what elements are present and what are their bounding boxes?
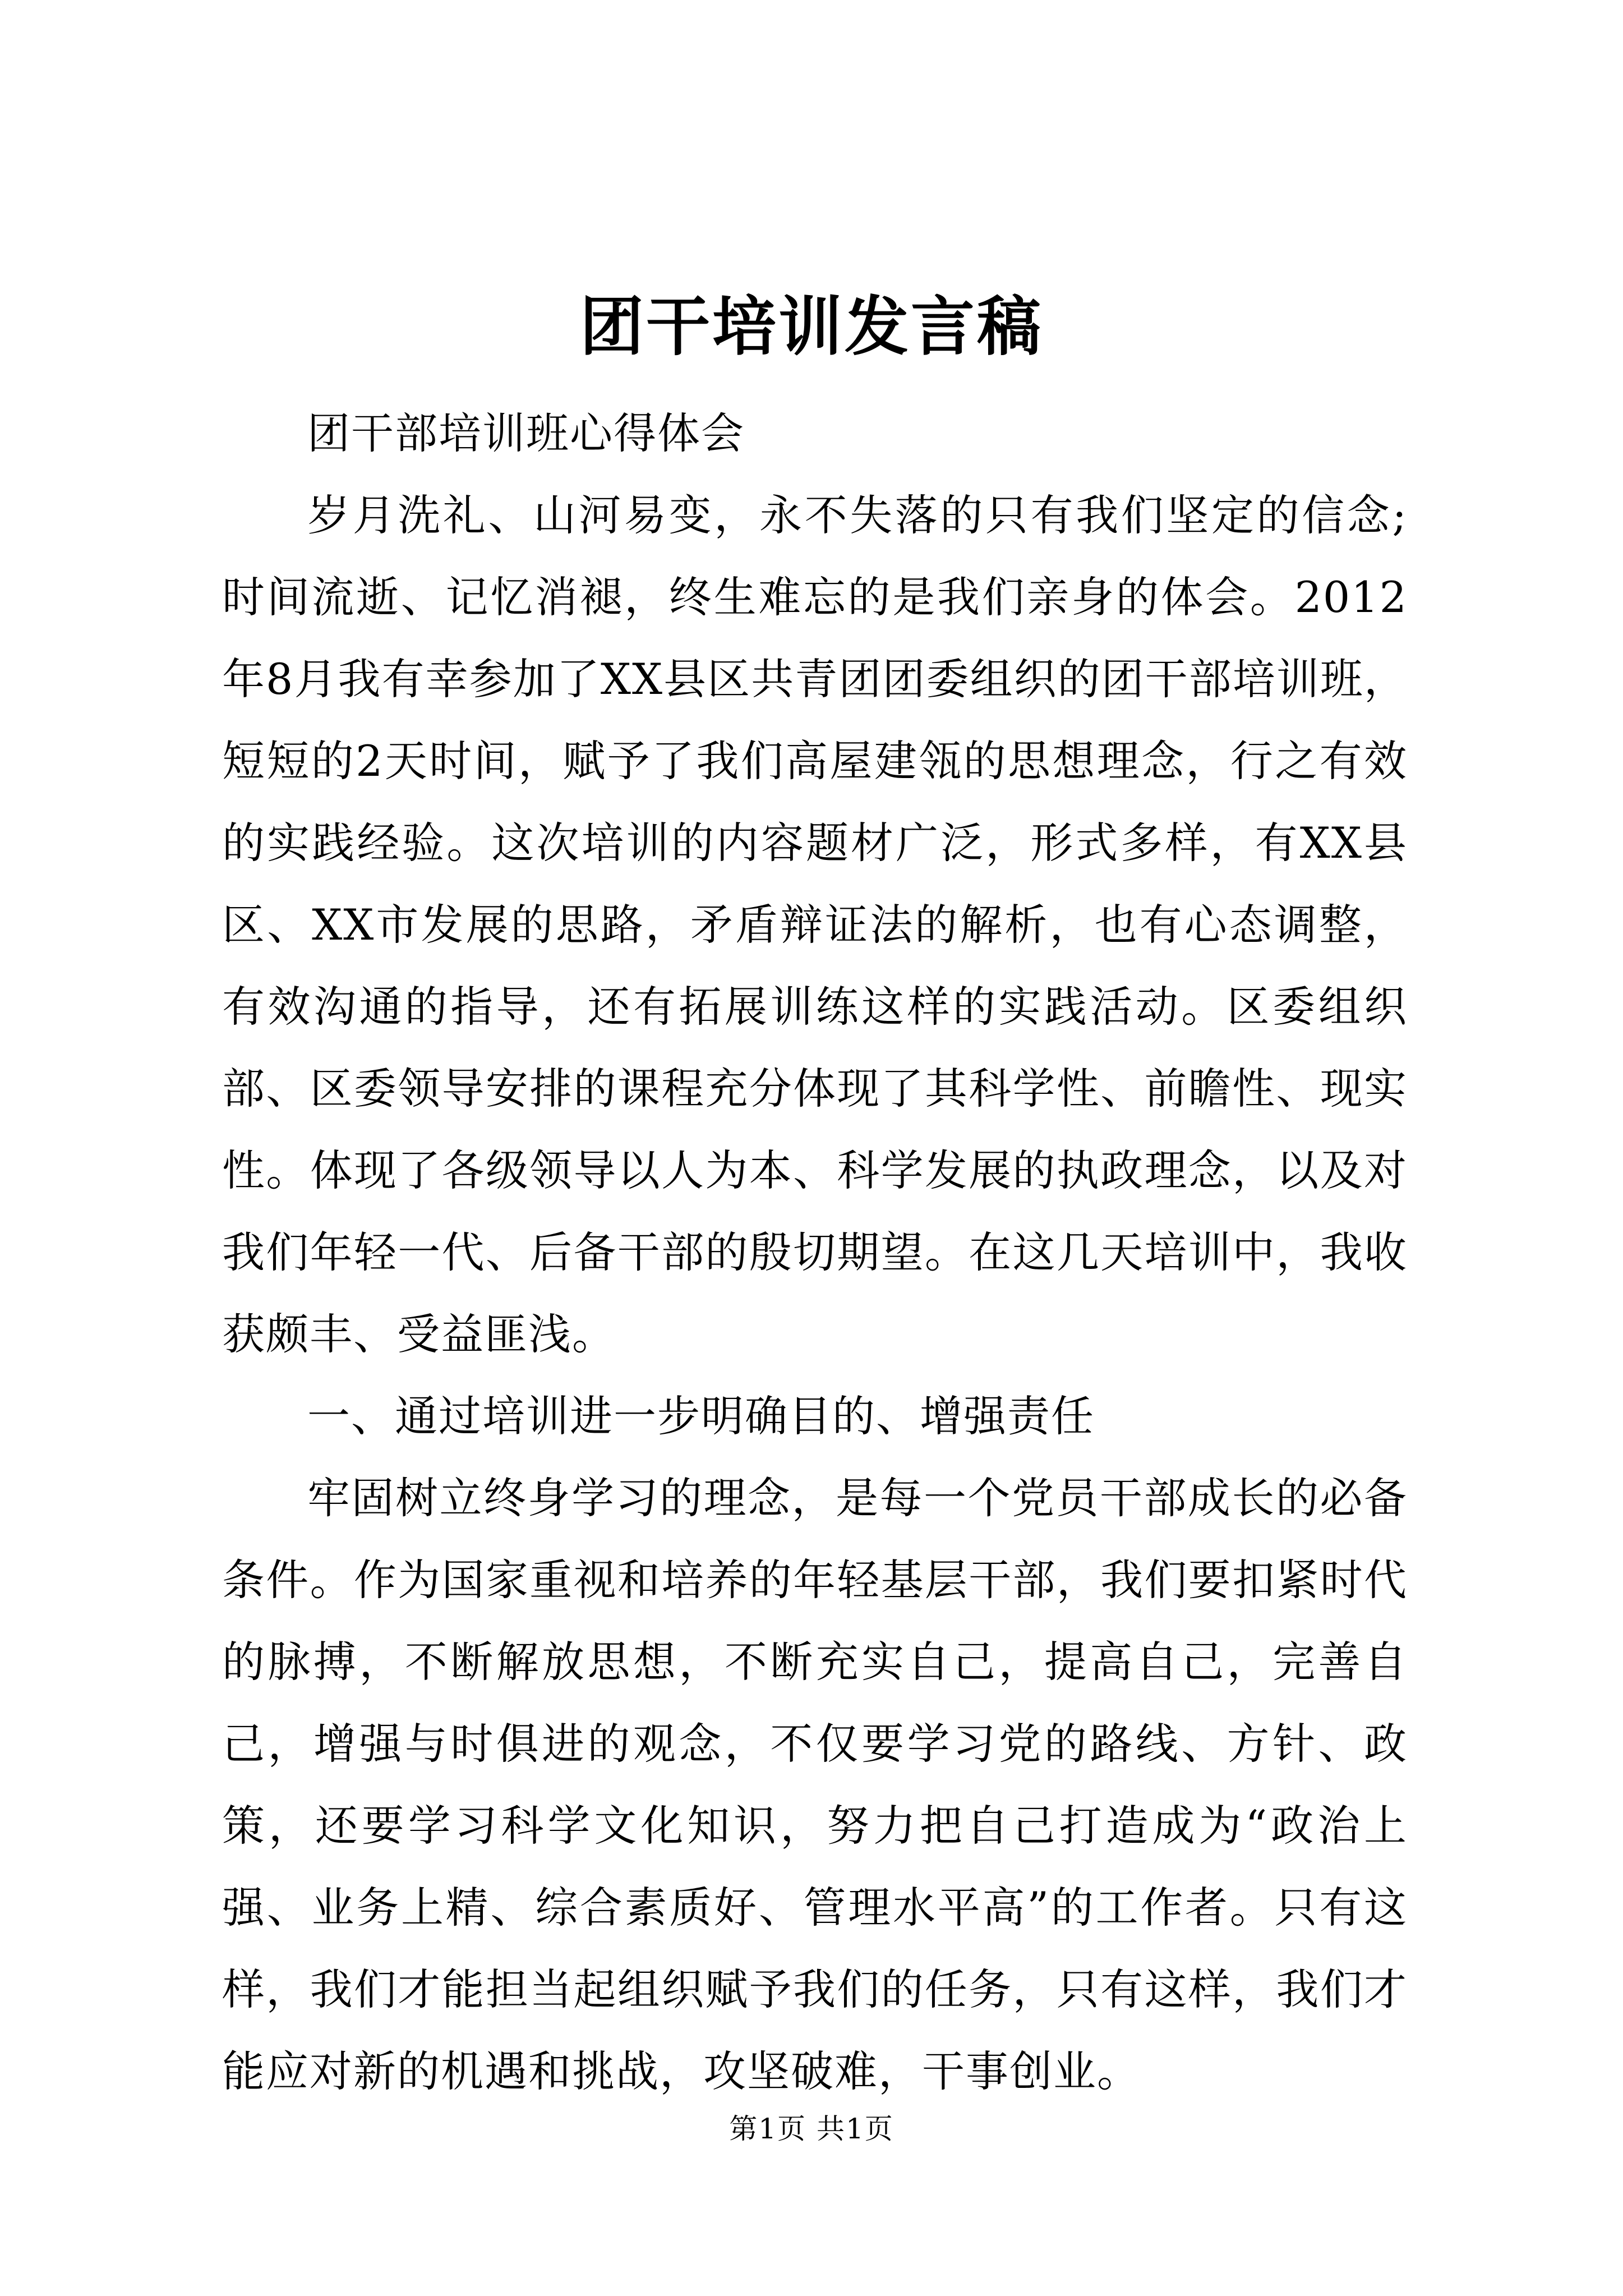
section-heading: 一、通过培训进一步明确目的、增强责任: [307, 1391, 1095, 1441]
document-body: [222, 393, 1408, 2113]
body-paragraph-2: 牢固树立终身学习的理念，是每一个党员干部成长的必备条件。作为国家重视和培养的年轻基层干部，我们要扣紧时代的脉搏，不断解放思想，不断充实自己，提高自己，完善自己，增强与时俱进的观念，不仅要学习党的路线、方针、政策，还要学习科学文化知识，努力把自己打造成为“政治上强、业务上精、综合素质好、管理水平高”的工作者。只有这样，我们才能担当起组织赋予我们的任务，只有这样，我们才能应对新的机遇和挑战，攻坚破难，干事创业。: [222, 1473, 1408, 2096]
body-paragraph-1: 岁月洗礼、山河易变，永不失落的只有我们坚定的信念;时间流逝、记忆消褪，终生难忘的是我们亲身的体会。2012年8月我有幸参加了XX县区共青团团委组织的团干部培训班，短短的2天时间，赋予了我们高屋建瓴的思想理念，行之有效的实践经验。这次培训的内容题材广泛，形式多样，有XX县区、XX市发展的思路，矛盾辩证法的解析，也有心态调整，有效沟通的指导，还有拓展训练这样的实践活动。区委组织部、区委领导安排的课程充分体现了其科学性、前瞻性、现实性。体现了各级领导以人为本、科学发展的执政理念，以及对我们年轻一代、后备干部的殷切期望。在这几天培训中，我收获颇丰、受益匪浅。: [222, 490, 1408, 1359]
page-footer: 第1页 共1页: [729, 2113, 894, 2145]
document-subtitle: 团干部培训班心得体会: [307, 408, 745, 458]
document-title: 团干培训发言稿: [579, 289, 1043, 364]
